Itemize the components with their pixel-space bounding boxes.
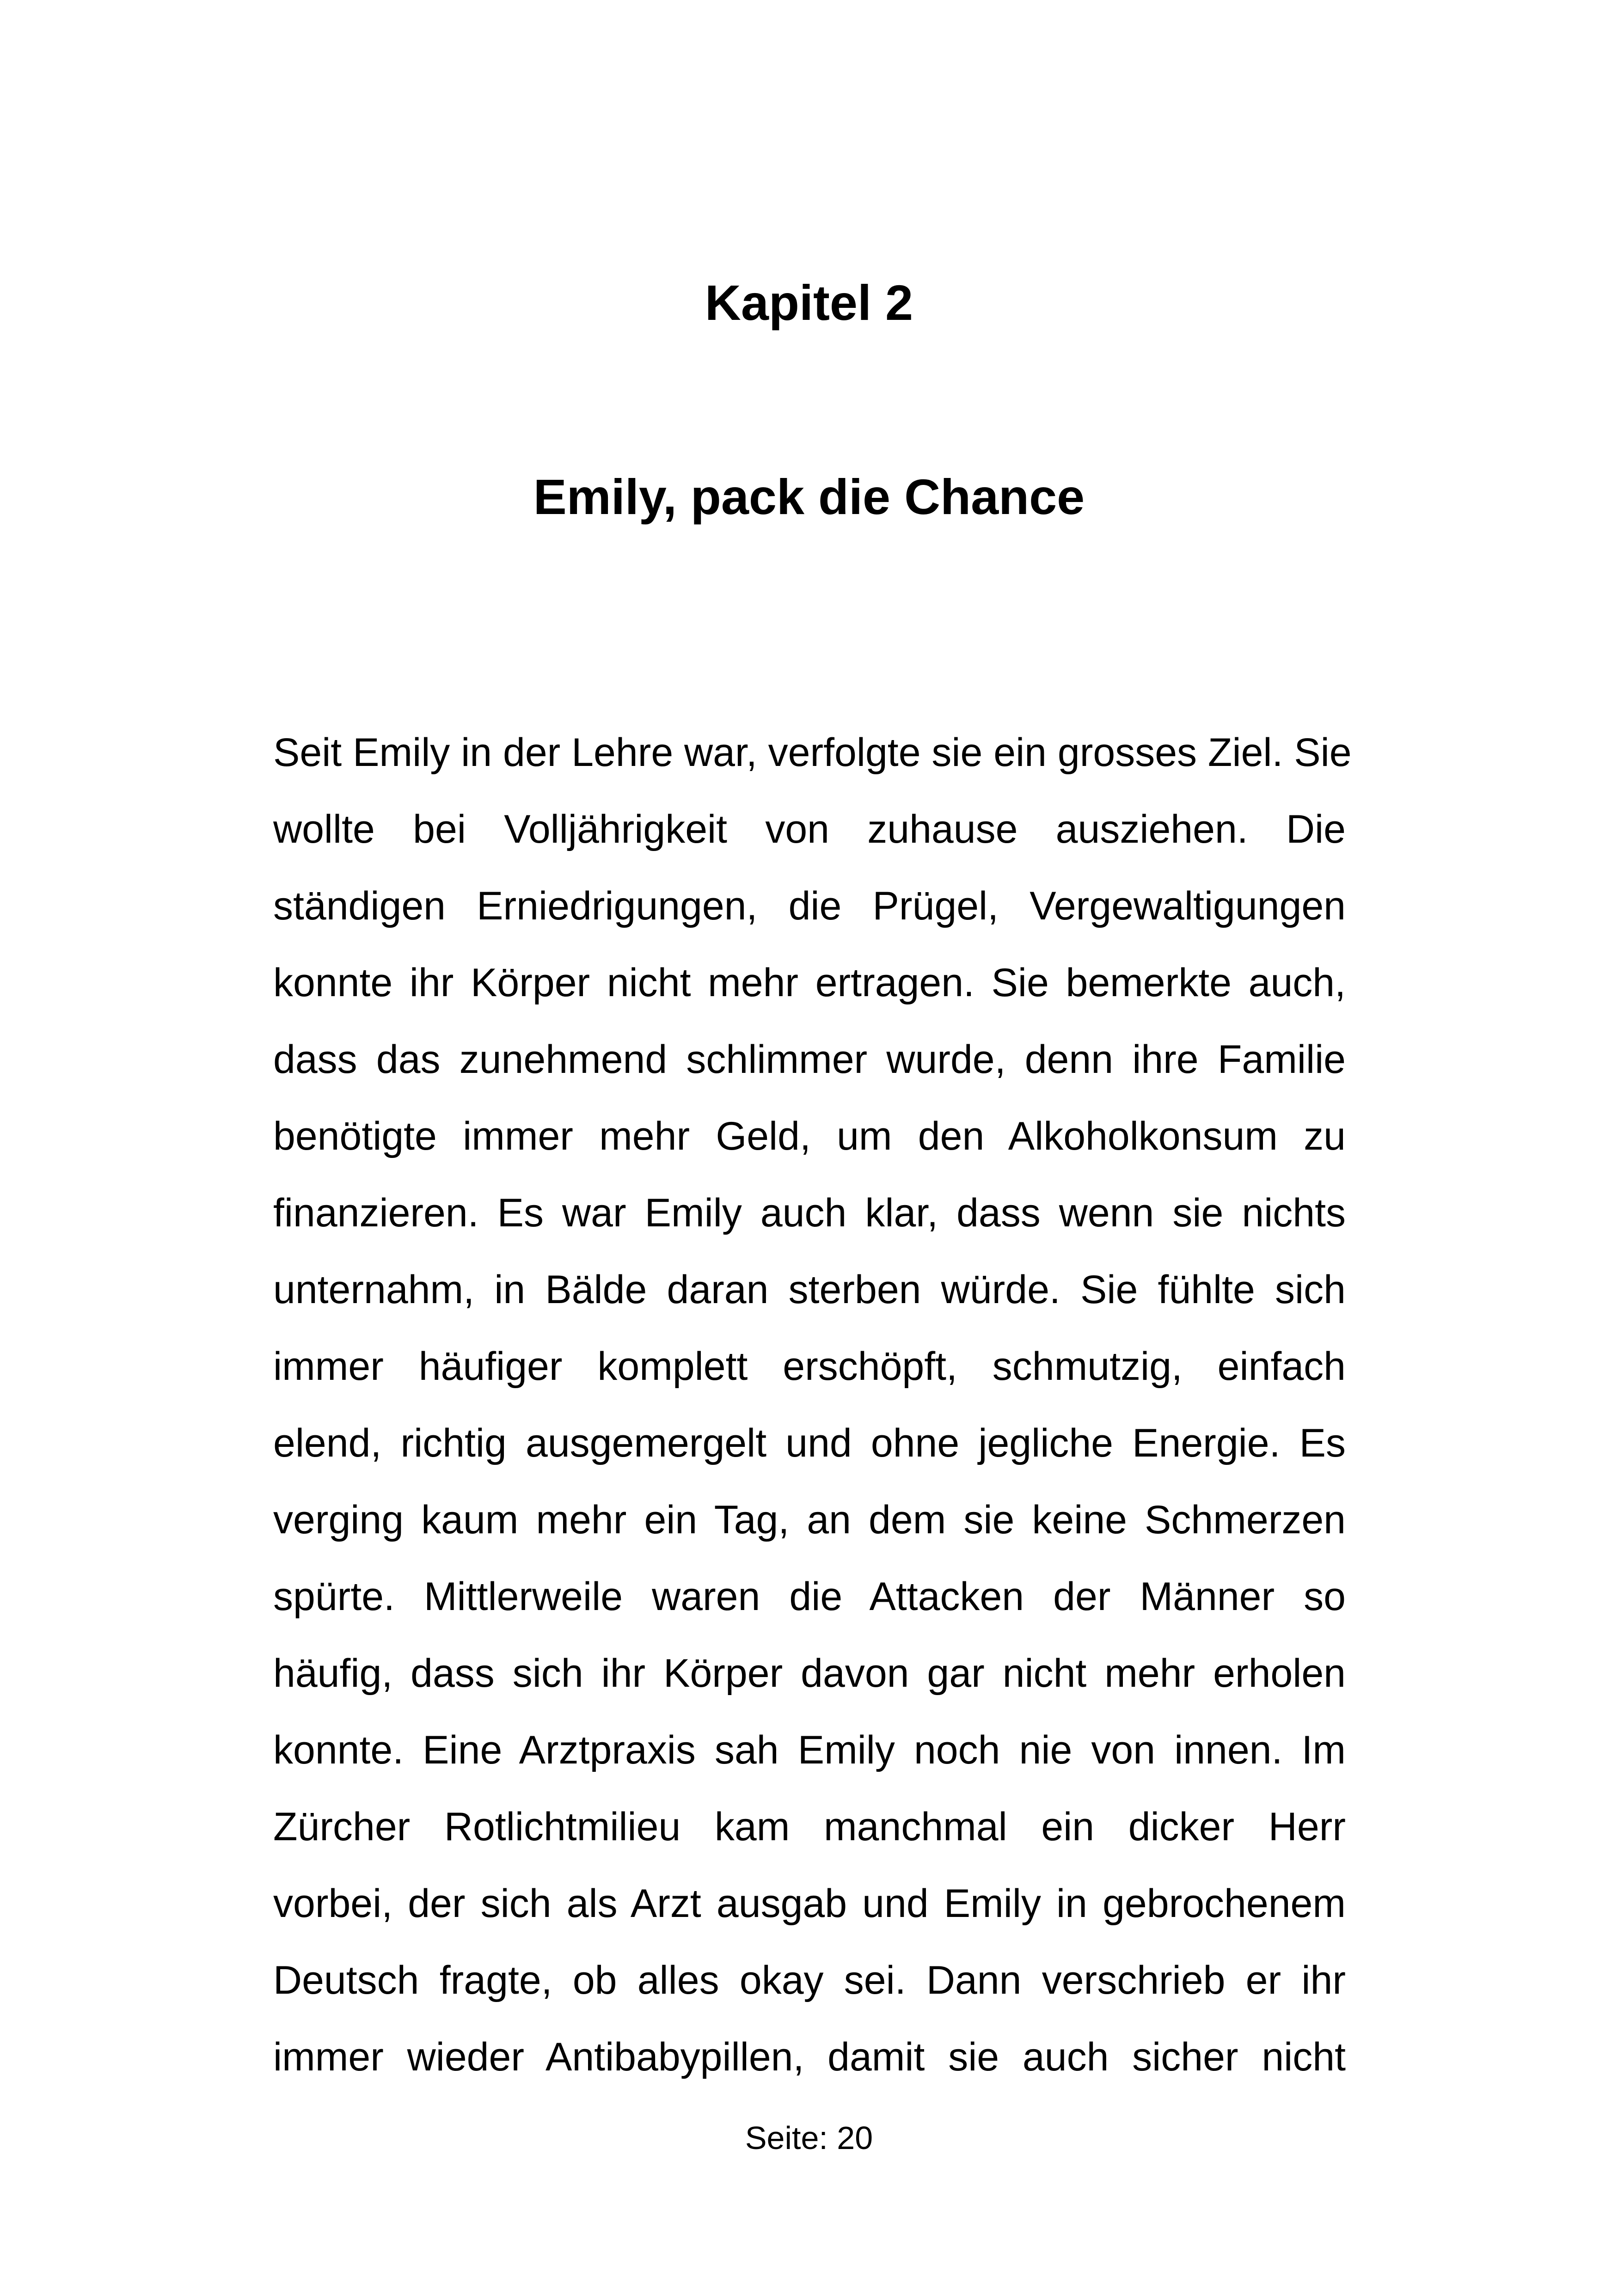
body-line: verging kaum mehr ein Tag, an dem sie keine Schmerzen <box>273 1498 1346 1542</box>
body-line: dass das zunehmend schlimmer wurde, denn ihre Familie <box>273 1037 1346 1082</box>
body-line: Deutsch fragte, ob alles okay sei. Dann verschrieb er ihr <box>273 1958 1346 2002</box>
body-line: spürte. Mittlerweile waren die Attacken der Männer so <box>273 1574 1346 1619</box>
body-line: benötigte immer mehr Geld, um den Alkoholkonsum zu <box>273 1114 1346 1158</box>
body-line: wollte bei Volljährigkeit von zuhause ausziehen. Die <box>273 807 1346 851</box>
body-line: elend, richtig ausgemergelt und ohne jegliche Energie. Es <box>273 1421 1346 1465</box>
body-line: finanzieren. Es war Emily auch klar, dass wenn sie nichts <box>273 1191 1346 1235</box>
body-line: konnte ihr Körper nicht mehr ertragen. Sie bemerkte auch, <box>273 961 1346 1005</box>
body-line: Seit Emily in der Lehre war, verfolgte sie ein grosses Ziel. Sie <box>273 730 1352 775</box>
body-line: häufig, dass sich ihr Körper davon gar nicht mehr erholen <box>273 1651 1346 1696</box>
chapter-number: Kapitel 2 <box>705 275 913 331</box>
body-line: Zürcher Rotlichtmilieu kam manchmal ein dicker Herr <box>273 1805 1346 1849</box>
body-line: vorbei, der sich als Arzt ausgab und Emily in gebrochenem <box>273 1881 1346 1926</box>
body-line: unternahm, in Bälde daran sterben würde. Sie fühlte sich <box>273 1267 1346 1312</box>
body-text <box>273 714 1352 2095</box>
body-line: ständigen Erniedrigungen, die Prügel, Vergewaltigungen <box>273 884 1346 928</box>
body-line: immer wieder Antibabypillen, damit sie auch sicher nicht <box>273 2035 1346 2079</box>
page-number: Seite: 20 <box>745 2120 873 2156</box>
body-line: konnte. Eine Arztpraxis sah Emily noch nie von innen. Im <box>273 1728 1346 1772</box>
chapter-title: Emily, pack die Chance <box>533 469 1085 525</box>
body-line: immer häufiger komplett erschöpft, schmutzig, einfach <box>273 1344 1346 1389</box>
